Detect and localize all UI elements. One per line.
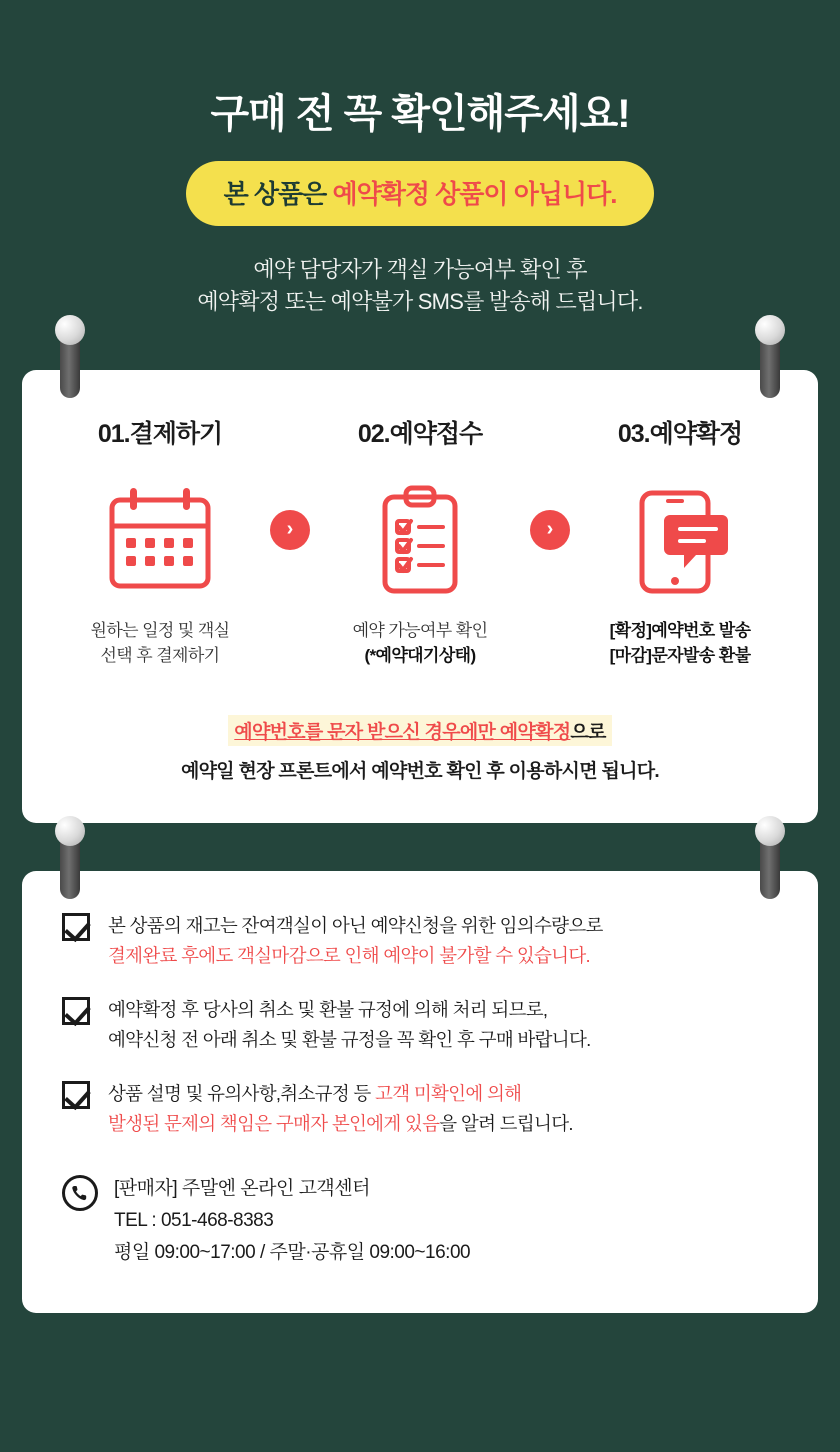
notice-3-line-2-post: 을 알려 드립니다. bbox=[439, 1112, 573, 1134]
header-subtitle-line-1: 예약 담당자가 객실 가능여부 확인 후 bbox=[253, 257, 587, 282]
steps-row bbox=[42, 414, 798, 669]
notice-3-line-2-red: 발생된 문제의 책임은 구매자 본인에게 있음 bbox=[108, 1112, 440, 1134]
step-item-2 bbox=[322, 414, 518, 669]
step-arrow-1-wrap bbox=[258, 414, 322, 550]
phone-icon bbox=[62, 1175, 98, 1211]
step-1-description bbox=[62, 618, 258, 669]
chevron-right-icon: › bbox=[530, 510, 570, 550]
clip-pin-right-icon bbox=[760, 825, 780, 899]
contact-lines bbox=[114, 1173, 470, 1270]
clip-pin-left-icon bbox=[60, 825, 80, 899]
check-box-icon bbox=[62, 997, 90, 1025]
notice-1-line-1: 본 상품의 재고는 잔여객실이 아닌 예약신청을 위한 임의수량으로 bbox=[108, 914, 603, 936]
step-2-desc-line-2: (*예약대기상태) bbox=[364, 646, 476, 666]
step-3-desc-line-2: [마감]문자발송 환불 bbox=[609, 646, 751, 666]
step-2-description bbox=[322, 618, 518, 669]
clip-pin-left-icon bbox=[60, 324, 80, 398]
notice-3-line-1-red: 고객 미확인에 의해 bbox=[375, 1082, 522, 1104]
check-box-icon bbox=[62, 913, 90, 941]
notice-3-line-1 bbox=[108, 1079, 573, 1109]
step-3-desc-line-1: [확정]예약번호 발송 bbox=[609, 620, 751, 640]
header-subtitle bbox=[0, 254, 840, 318]
pill-banner bbox=[186, 161, 655, 226]
step-3-description bbox=[582, 618, 778, 669]
step-note bbox=[42, 715, 798, 783]
step-1-desc-line-2: 선택 후 결제하기 bbox=[100, 646, 220, 666]
pill-banner-wrap bbox=[0, 161, 840, 226]
notice-item-2 bbox=[62, 995, 782, 1055]
clipboard-checklist-icon bbox=[322, 476, 518, 606]
step-item-1 bbox=[62, 414, 258, 669]
step-2-title: 02.예약접수 bbox=[357, 419, 483, 448]
check-box-icon bbox=[62, 1081, 90, 1109]
clip-pin-right-icon bbox=[760, 324, 780, 398]
contact-line-3: 평일 09:00~17:00 / 주말·공휴일 09:00~16:00 bbox=[114, 1242, 471, 1264]
step-arrow-2-wrap bbox=[518, 414, 582, 550]
header-subtitle-line-2: 예약확정 또는 예약불가 SMS를 발송해 드립니다. bbox=[197, 288, 643, 314]
notice-card bbox=[22, 871, 818, 1314]
notice-item-1 bbox=[62, 911, 782, 971]
step-3-title: 03.예약확정 bbox=[617, 419, 743, 448]
page-title: 구매 전 꼭 확인해주세요! bbox=[210, 92, 630, 136]
notice-1-line-2: 결제완료 후에도 객실마감으로 인해 예약이 불가할 수 있습니다. bbox=[108, 944, 590, 966]
steps-card bbox=[22, 370, 818, 823]
notice-3-line-2 bbox=[108, 1109, 573, 1139]
header bbox=[0, 0, 840, 318]
pill-prefix-text: 본 상품은 bbox=[223, 179, 333, 209]
notice-item-3-text bbox=[108, 1079, 573, 1139]
pill-highlight-text: 예약확정 상품이 아닙니다. bbox=[332, 179, 617, 209]
contact-block bbox=[62, 1173, 782, 1270]
contact-line-1: [판매자] 주말엔 온라인 고객센터 bbox=[114, 1177, 370, 1199]
step-note-line-1 bbox=[228, 715, 611, 746]
step-note-line-1-dark: 으로 bbox=[570, 721, 606, 743]
notice-item-2-text bbox=[108, 995, 591, 1055]
step-1-title: 01.결제하기 bbox=[97, 419, 223, 448]
step-note-line-1-red: 예약번호를 문자 받으신 경우에만 예약확정 bbox=[234, 721, 571, 743]
calendar-icon bbox=[62, 476, 258, 606]
notice-item-1-text bbox=[108, 911, 603, 971]
notice-3-line-1-pre: 상품 설명 및 유의사항,취소규정 등 bbox=[108, 1082, 376, 1104]
phone-message-icon bbox=[582, 476, 778, 606]
step-note-line-2: 예약일 현장 프론트에서 예약번호 확인 후 이용하시면 됩니다. bbox=[181, 760, 659, 782]
notice-2-line-2: 예약신청 전 아래 취소 및 환불 규정을 꼭 확인 후 구매 바랍니다. bbox=[108, 1028, 591, 1050]
notice-2-line-1: 예약확정 후 당사의 취소 및 환불 규정에 의해 처리 되므로, bbox=[108, 998, 548, 1020]
contact-line-2: TEL : 051-468-8383 bbox=[114, 1209, 274, 1231]
step-2-desc-line-1: 예약 가능여부 확인 bbox=[352, 620, 488, 640]
chevron-right-icon: › bbox=[270, 510, 310, 550]
step-1-desc-line-1: 원하는 일정 및 객실 bbox=[90, 620, 230, 640]
step-item-3 bbox=[582, 414, 778, 669]
notice-item-3 bbox=[62, 1079, 782, 1139]
